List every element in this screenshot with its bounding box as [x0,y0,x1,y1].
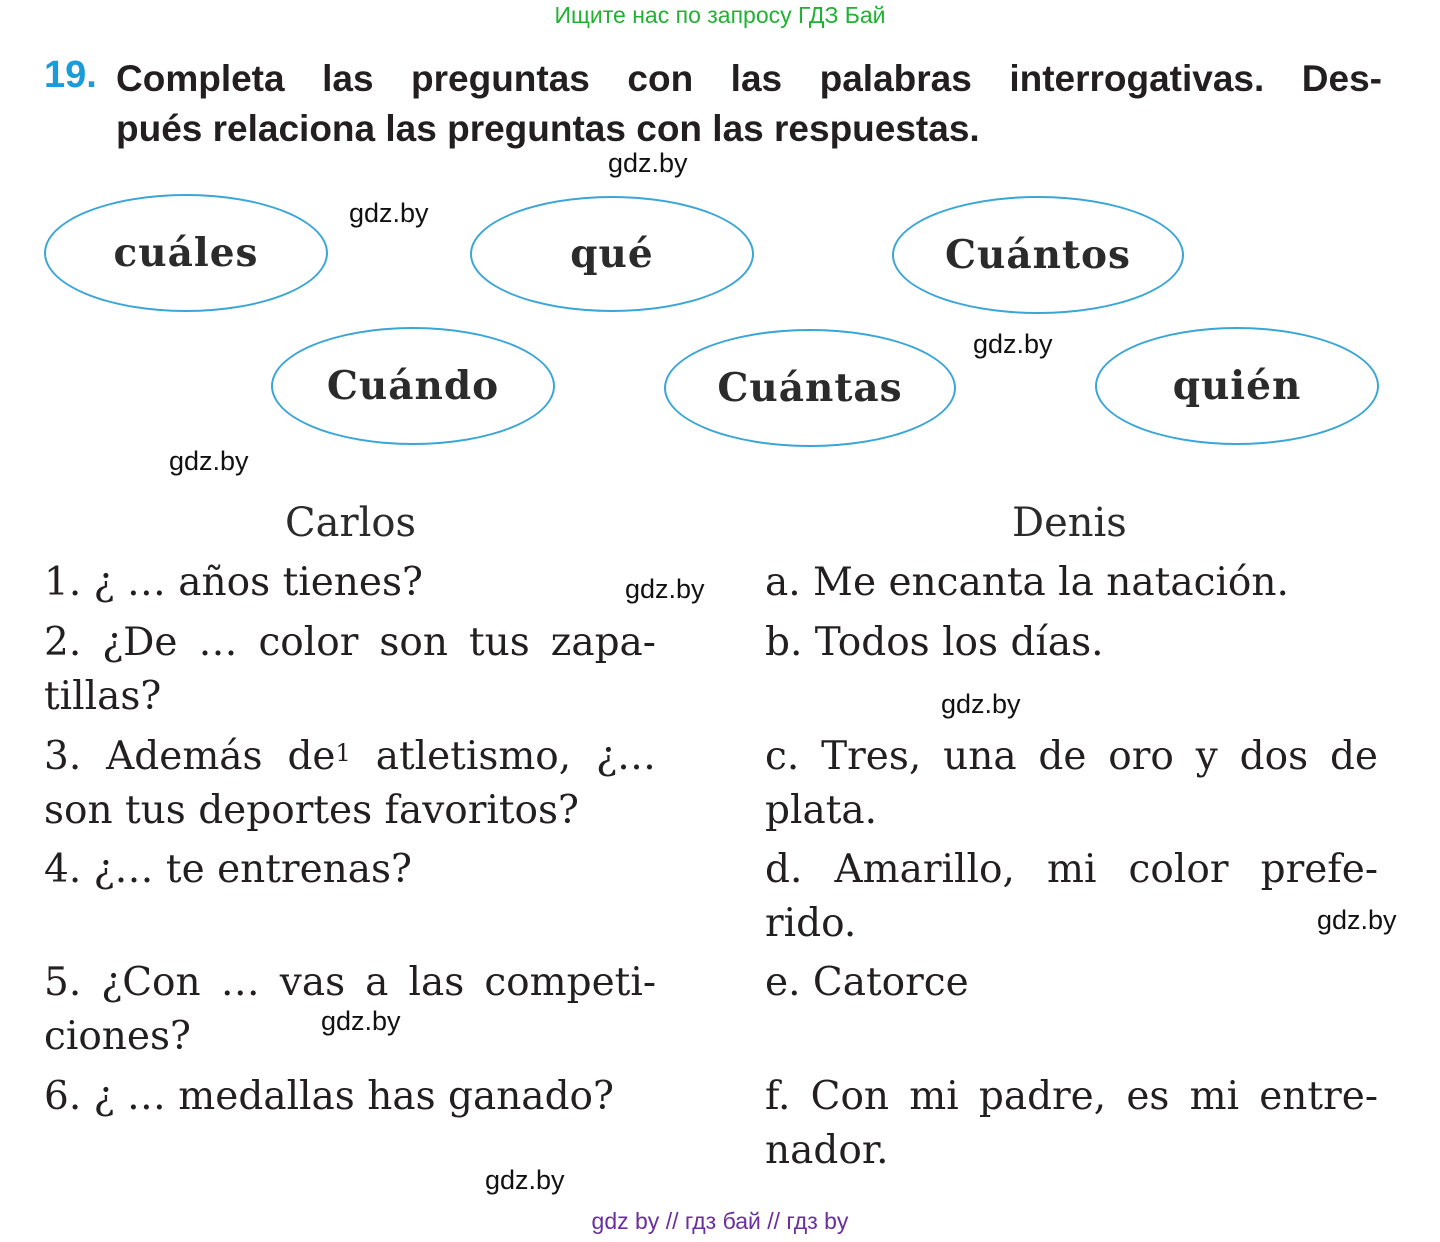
word-label: Cuándo [326,363,500,409]
word-oval-quien [1095,327,1379,445]
answer-d-line-1: d. Amarillo, mi color prefe- [765,847,1378,892]
answer-f-line-1: f. Con mi padre, es mi entre- [765,1074,1378,1119]
question-3-text-b: atletismo, ¿… [350,734,656,779]
answer-f-line-2: nador. [765,1128,889,1173]
watermark: gdz.by [973,329,1053,359]
watermark: gdz.by [608,148,688,178]
answer-c [765,730,1378,838]
answer-a: a. Me encanta la natación. [765,560,1289,605]
column-head-carlos: Carlos [285,500,416,546]
word-label: Cuántos [944,232,1131,278]
watermark: gdz.by [321,1006,401,1036]
question-4: 4. ¿… te entrenas? [44,847,412,892]
watermark: gdz.by [941,689,1021,719]
question-5-line-1: 5. ¿Con … vas a las competi- [44,960,656,1005]
question-1: 1. ¿ … años tienes? [44,560,423,605]
word-label: qué [570,231,654,277]
answer-d-line-2: rido. [765,901,857,946]
question-5-line-2: ciones? [44,1014,191,1059]
word-label: cuáles [113,230,259,276]
watermark: gdz.by [485,1165,565,1195]
question-2-line-2: tillas? [44,674,162,719]
question-2 [44,616,656,724]
answer-f [765,1070,1378,1178]
answer-c-line-2: plata. [765,788,878,833]
footnote-marker: 1 [335,739,351,767]
question-3-text-a: 3. Además de [44,734,336,779]
header-note: Ищите нас по запросу ГДЗ Бай [554,2,886,28]
watermark: gdz.by [169,446,249,476]
question-6: 6. ¿ … medallas has ganado? [44,1074,614,1119]
column-head-denis: Denis [1012,500,1127,546]
answer-b: b. Todos los días. [765,620,1104,665]
exercise-instruction [116,54,1382,154]
exercise-number: 19. [44,54,97,96]
instruction-line-1: Completa las preguntas con las palabras interrogativas. Des- [116,58,1382,99]
word-oval-cuando [271,327,555,445]
word-oval-cuantos [892,196,1184,314]
answer-c-line-1: c. Tres, una de oro y dos de [765,734,1378,779]
watermark: gdz.by [1317,905,1397,935]
question-5 [44,956,656,1064]
footer-links: gdz by // гдз бай // гдз by [591,1208,849,1234]
word-oval-cuantas [664,329,956,447]
question-2-line-1: 2. ¿De … color son tus zapa- [44,620,656,665]
question-3-line-1 [44,730,656,784]
instruction-line-2: pués relaciona las preguntas con las respuestas. [116,108,980,149]
word-label: Cuántas [717,365,903,411]
watermark: gdz.by [349,198,429,228]
answer-d [765,843,1378,951]
word-oval-cuales [44,194,328,312]
word-oval-que [470,196,754,312]
answer-e: e. Catorce [765,960,969,1005]
watermark: gdz.by [625,574,705,604]
word-label: quién [1172,363,1302,409]
question-3 [44,730,656,838]
question-3-line-2: son tus deportes favoritos? [44,788,579,833]
